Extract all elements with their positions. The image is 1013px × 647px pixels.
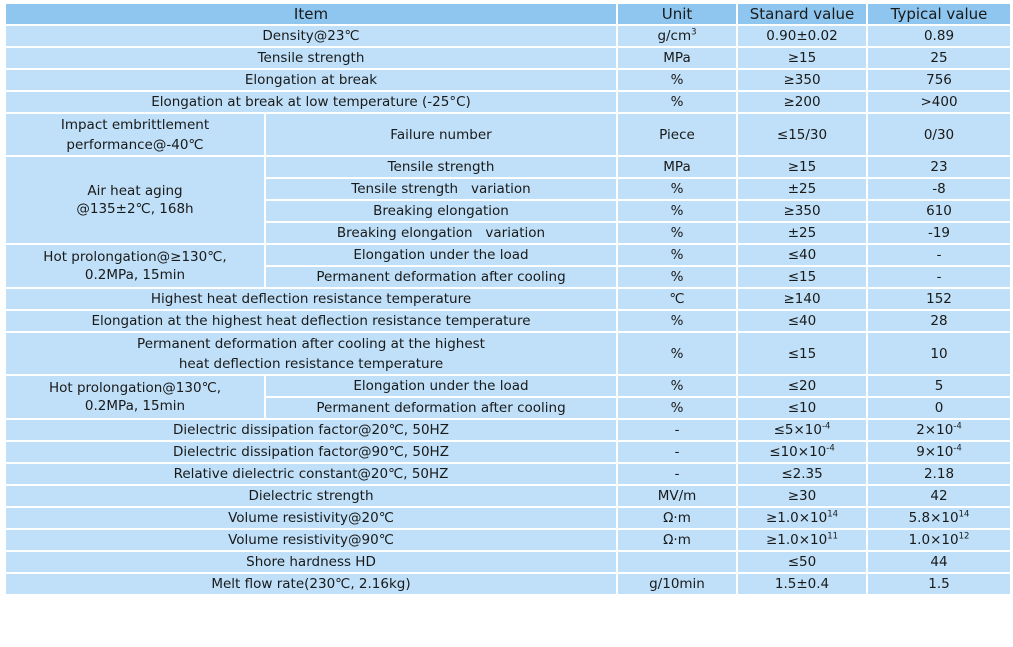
row-item: Dielectric strength bbox=[5, 485, 617, 507]
table-row bbox=[5, 573, 1011, 595]
row-standard: ≤2.35 bbox=[737, 463, 867, 485]
row-typical: -8 bbox=[867, 178, 1011, 200]
row-typical: >400 bbox=[867, 91, 1011, 113]
row-standard: $\le 5\times 10^{-4}$ bbox=[737, 419, 867, 441]
row-typical: 756 bbox=[867, 69, 1011, 91]
row-group-label: Impact embrittlement performance@-40℃ bbox=[5, 113, 265, 156]
row-item: Elongation at break at low temperature (-25°C) bbox=[5, 91, 617, 113]
row-typical: 28 bbox=[867, 310, 1011, 332]
row-unit: % bbox=[617, 91, 737, 113]
table-row bbox=[5, 288, 1011, 310]
row-typical: 152 bbox=[867, 288, 1011, 310]
row-standard: ≥350 bbox=[737, 200, 867, 222]
row-standard: ≤40 bbox=[737, 244, 867, 266]
table-row bbox=[5, 244, 1011, 266]
row-standard: ≤15/30 bbox=[737, 113, 867, 156]
table-row bbox=[5, 551, 1011, 573]
table-row bbox=[5, 113, 1011, 156]
header-typical: Typical value bbox=[867, 3, 1011, 25]
table-row bbox=[5, 156, 1011, 178]
row-unit bbox=[617, 551, 737, 573]
row-standard: ≥30 bbox=[737, 485, 867, 507]
row-unit: MPa bbox=[617, 47, 737, 69]
row-typical: 5 bbox=[867, 375, 1011, 397]
row-unit: - bbox=[617, 463, 737, 485]
row-standard: 0.90±0.02 bbox=[737, 25, 867, 47]
row-item: Failure number bbox=[265, 113, 617, 156]
row-typical: - bbox=[867, 266, 1011, 288]
row-item: Density@23℃ bbox=[5, 25, 617, 47]
row-item: Permanent deformation after cooling bbox=[265, 266, 617, 288]
row-unit: % bbox=[617, 397, 737, 419]
table-row bbox=[5, 529, 1011, 551]
row-item: Tensile strength bbox=[5, 47, 617, 69]
header-standard: Stanard value bbox=[737, 3, 867, 25]
header-item: Item bbox=[5, 3, 617, 25]
row-item: Relative dielectric constant@20℃, 50HZ bbox=[5, 463, 617, 485]
row-item: Permanent deformation after cooling at the highest heat deflection resistance temperature bbox=[5, 332, 617, 375]
row-unit: Ω·m bbox=[617, 507, 737, 529]
row-item: Elongation under the load bbox=[265, 244, 617, 266]
row-unit: Piece bbox=[617, 113, 737, 156]
row-standard: $\le 10\times 10^{-4}$ bbox=[737, 441, 867, 463]
row-standard: ≤15 bbox=[737, 266, 867, 288]
row-unit: - bbox=[617, 419, 737, 441]
row-standard: ≥15 bbox=[737, 47, 867, 69]
row-item: Highest heat deflection resistance temperature bbox=[5, 288, 617, 310]
row-unit: % bbox=[617, 178, 737, 200]
row-unit: $g/cm^3$ bbox=[617, 25, 737, 47]
row-typical: 1.5 bbox=[867, 573, 1011, 595]
row-standard: ≤50 bbox=[737, 551, 867, 573]
row-unit: % bbox=[617, 266, 737, 288]
row-standard: $\ge 1.0\times 10^{14}$ bbox=[737, 507, 867, 529]
row-item: Melt flow rate(230℃, 2.16kg) bbox=[5, 573, 617, 595]
row-unit: % bbox=[617, 244, 737, 266]
row-item: Tensile strength variation bbox=[265, 178, 617, 200]
row-standard: ≤15 bbox=[737, 332, 867, 375]
table-row bbox=[5, 419, 1011, 441]
row-standard: ≥200 bbox=[737, 91, 867, 113]
row-typical: -19 bbox=[867, 222, 1011, 244]
row-standard: ≥15 bbox=[737, 156, 867, 178]
row-unit: % bbox=[617, 69, 737, 91]
row-standard: ±25 bbox=[737, 178, 867, 200]
row-unit: - bbox=[617, 441, 737, 463]
table-row bbox=[5, 463, 1011, 485]
row-typical: $2\times 10^{-4}$ bbox=[867, 419, 1011, 441]
row-standard: ≤40 bbox=[737, 310, 867, 332]
row-unit: ℃ bbox=[617, 288, 737, 310]
row-typical: $5.8\times 10^{14}$ bbox=[867, 507, 1011, 529]
header-unit: Unit bbox=[617, 3, 737, 25]
row-typical: 42 bbox=[867, 485, 1011, 507]
row-unit: MV/m bbox=[617, 485, 737, 507]
row-typical: 44 bbox=[867, 551, 1011, 573]
row-unit: g/10min bbox=[617, 573, 737, 595]
row-typical: 0.89 bbox=[867, 25, 1011, 47]
row-group-label: Air heat aging @135±2℃, 168h bbox=[5, 156, 265, 244]
row-standard: ≤20 bbox=[737, 375, 867, 397]
spec-table-container bbox=[4, 2, 1012, 596]
row-item: Breaking elongation bbox=[265, 200, 617, 222]
row-unit: % bbox=[617, 375, 737, 397]
header-row bbox=[5, 3, 1011, 25]
table-row bbox=[5, 441, 1011, 463]
row-item: Tensile strength bbox=[265, 156, 617, 178]
row-typical: 610 bbox=[867, 200, 1011, 222]
row-standard: ≤10 bbox=[737, 397, 867, 419]
table-row bbox=[5, 310, 1011, 332]
row-item: Elongation at the highest heat deflection resistance temperature bbox=[5, 310, 617, 332]
table-row bbox=[5, 507, 1011, 529]
table-row bbox=[5, 69, 1011, 91]
row-standard: ≥350 bbox=[737, 69, 867, 91]
table-row bbox=[5, 25, 1011, 47]
row-typical: 25 bbox=[867, 47, 1011, 69]
row-item: Elongation at break bbox=[5, 69, 617, 91]
row-standard: 1.5±0.4 bbox=[737, 573, 867, 595]
row-typical: - bbox=[867, 244, 1011, 266]
row-typical: 10 bbox=[867, 332, 1011, 375]
row-standard: ≥140 bbox=[737, 288, 867, 310]
row-unit: MPa bbox=[617, 156, 737, 178]
table-row bbox=[5, 47, 1011, 69]
row-item: Dielectric dissipation factor@20℃, 50HZ bbox=[5, 419, 617, 441]
row-typical: 0 bbox=[867, 397, 1011, 419]
row-unit: % bbox=[617, 310, 737, 332]
row-unit: % bbox=[617, 200, 737, 222]
properties-table bbox=[4, 2, 1012, 596]
row-item: Elongation under the load bbox=[265, 375, 617, 397]
row-item: Volume resistivity@90℃ bbox=[5, 529, 617, 551]
row-item: Breaking elongation variation bbox=[265, 222, 617, 244]
row-typical: 0/30 bbox=[867, 113, 1011, 156]
row-unit: % bbox=[617, 222, 737, 244]
row-typical: 2.18 bbox=[867, 463, 1011, 485]
row-item: Volume resistivity@20℃ bbox=[5, 507, 617, 529]
row-unit: Ω·m bbox=[617, 529, 737, 551]
table-row bbox=[5, 485, 1011, 507]
row-typical: $9\times 10^{-4}$ bbox=[867, 441, 1011, 463]
row-item: Dielectric dissipation factor@90℃, 50HZ bbox=[5, 441, 617, 463]
row-standard: ±25 bbox=[737, 222, 867, 244]
row-unit: % bbox=[617, 332, 737, 375]
row-typical: $1.0\times 10^{12}$ bbox=[867, 529, 1011, 551]
row-item: Permanent deformation after cooling bbox=[265, 397, 617, 419]
row-group-label: Hot prolongation@≥130℃, 0.2MPa, 15min bbox=[5, 244, 265, 288]
row-item: Shore hardness HD bbox=[5, 551, 617, 573]
table-row bbox=[5, 375, 1011, 397]
table-row bbox=[5, 332, 1011, 375]
table-row bbox=[5, 91, 1011, 113]
row-standard: $\ge 1.0\times 10^{11}$ bbox=[737, 529, 867, 551]
row-group-label: Hot prolongation@130℃, 0.2MPa, 15min bbox=[5, 375, 265, 419]
row-typical: 23 bbox=[867, 156, 1011, 178]
